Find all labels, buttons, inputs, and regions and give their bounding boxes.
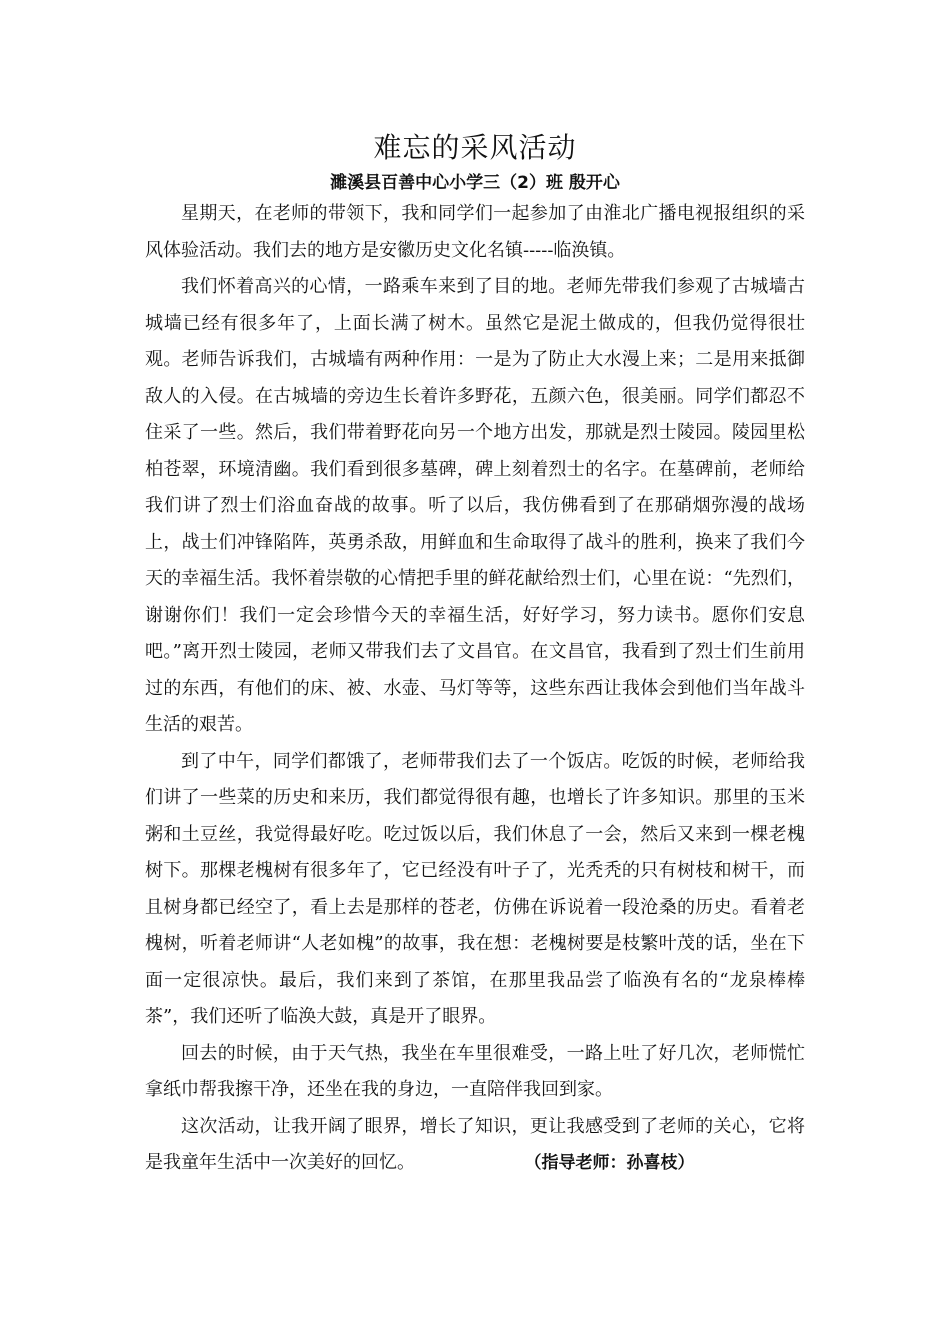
paragraph-5 xyxy=(145,1109,805,1182)
document-byline: 濉溪县百善中心小学三（2）班 殷开心 xyxy=(330,173,620,193)
teacher-note: （指导老师：孙喜枝） xyxy=(533,1153,695,1173)
paragraph-5-text: 这次活动，让我开阔了眼界，增长了知识，更让我感受到了老师的关心，它将是我童年生活中一次美好的回忆。 xyxy=(145,1115,805,1173)
paragraph-3: 到了中午，同学们都饿了，老师带我们去了一个饭店。吃饭的时候，老师给我们讲了一些菜的历史和来历，我们都觉得很有趣，也增长了许多知识。那里的玉米粥和土豆丝，我觉得最好吃。吃过饭以后，我们休息了一会，然后又来到一棵老槐树下。那棵老槐树有很多年了，它已经没有叶子了，光秃秃的只有树枝和树干，而且树身都已经空了，看上去是那样的苍老，仿佛在诉说着一段沧桑的历史。看着老槐树，听着老师讲“人老如槐”的故事，我在想：老槐树要是枝繁叶茂的话，坐在下面一定很凉快。最后，我们来到了茶馆，在那里我品尝了临涣有名的“龙泉棒棒茶”，我们还听了临涣大鼓，真是开了眼界。 xyxy=(145,750,805,1027)
paragraph-1: 星期天，在老师的带领下，我和同学们一起参加了由淮北广播电视报组织的采风体验活动。我们去的地方是安徽历史文化名镇-----临涣镇。 xyxy=(145,203,805,261)
paragraph-4: 回去的时候，由于天气热，我坐在车里很难受，一路上吐了好几次，老师慌忙拿纸巾帮我擦干净，还坐在我的身边，一直陪伴我回到家。 xyxy=(145,1042,805,1100)
document-title: 难忘的采风活动 xyxy=(373,131,577,164)
document-page xyxy=(145,128,805,1182)
paragraph-2: 我们怀着高兴的心情，一路乘车来到了目的地。老师先带我们参观了古城墙古城墙已经有很多年了，上面长满了树木。虽然它是泥土做成的，但我仍觉得很壮观。老师告诉我们，古城墙有两种作用：一是为了防止大水漫上来；二是用来抵御敌人的入侵。在古城墙的旁边生长着许多野花，五颜六色，很美丽。同学们都忍不住采了一些。然后，我们带着野花向另一个地方出发，那就是烈士陵园。陵园里松柏苍翠，环境清幽。我们看到很多墓碑，碑上刻着烈士的名字。在墓碑前，老师给我们讲了烈士们浴血奋战的故事。听了以后，我仿佛看到了在那硝烟弥漫的战场上，战士们冲锋陷阵，英勇杀敌，用鲜血和生命取得了战斗的胜利，换来了我们今天的幸福生活。我怀着崇敬的心情把手里的鲜花献给烈士们，心里在说：“先烈们，谢谢你们！我们一定会珍惜今天的幸福生活，好好学习，努力读书。愿你们安息吧。”离开烈士陵园，老师又带我们去了文昌官。在文昌官，我看到了烈士们生前用过的东西，有他们的床、被、水壶、马灯等等，这些东西让我体会到他们当年战斗生活的艰苦。 xyxy=(145,276,805,735)
